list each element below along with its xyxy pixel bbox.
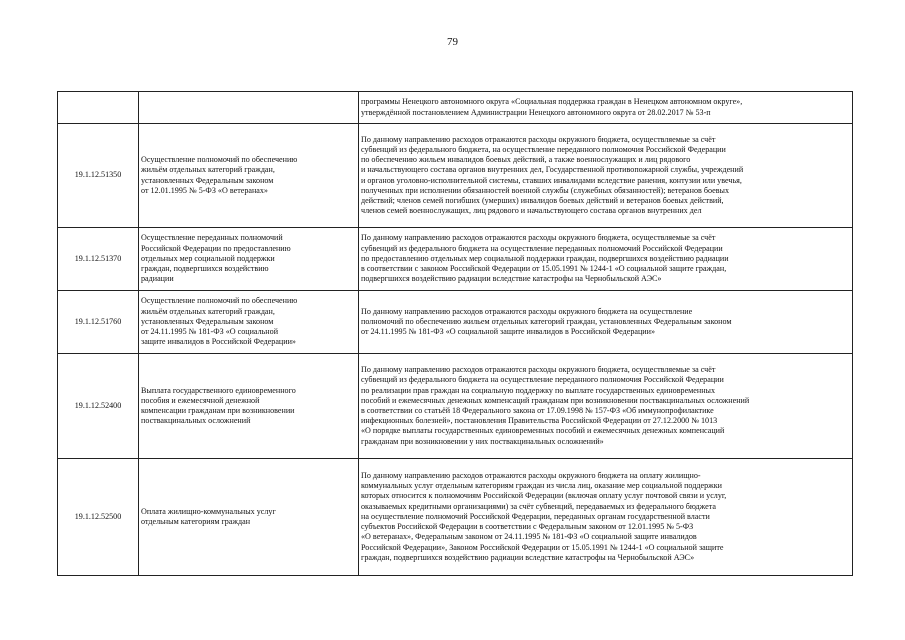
table-row [58, 459, 853, 576]
code-cell [58, 291, 139, 354]
code-cell [58, 459, 139, 576]
name-cell [139, 92, 359, 124]
description-cell [359, 459, 853, 576]
code-cell [58, 354, 139, 459]
name-line: защите инвалидов в Российской Федерации» [141, 337, 296, 347]
description-line: которых относится к полномочиям Российской Федерации (включая оплату услуг почтовой связи и услуг, [361, 491, 727, 501]
description-line: гражданам при возникновении у них поствакцинальных осложнений» [361, 436, 604, 446]
description-line: по обеспечению жильем инвалидов боевых действий, а также военнослужащих и лиц рядового [361, 155, 691, 165]
description-line: По данному направлению расходов отражаются расходы окружного бюджета, осуществляемые за счёт [361, 134, 716, 144]
name-line: Осуществление полномочий по обеспечению [141, 296, 298, 306]
code-cell [58, 228, 139, 291]
name-line: компенсации гражданам при возникновении [141, 406, 295, 415]
description-line: «О порядке выплаты государственных единовременных пособий и ежемесячных денежных компенсаций [361, 426, 725, 436]
description-line: подвергшихся воздействию радиации вследствие катастрофы на Чернобыльской АЭС» [361, 274, 662, 284]
description-line: субвенций из федерального бюджета на осуществление переданных полномочий Российской Федерации [361, 243, 723, 253]
code-text: 19.1.12.52400 [74, 400, 122, 410]
name-line: отдельных мер социальной поддержки [141, 253, 275, 263]
code-text: 19.1.12.52500 [74, 511, 122, 521]
description-line: по предоставлению отдельных мер социальной поддержки граждан, подвергшихся воздействию радиации [361, 253, 729, 263]
name-line: Российской Федерации по предоставлению [141, 243, 291, 253]
description-line: по реализации прав граждан на социальную поддержку по выплате государственных единовременных [361, 385, 716, 395]
description-line: субвенций из федерального бюджета на осуществление переданного полномочия Российской Федерации [361, 375, 724, 385]
name-line: установленных Федеральным законом [141, 175, 274, 185]
name-line: поствакцинальных осложнений [141, 416, 251, 426]
description-line: пособий и ежемесячных денежных компенсаций гражданам при возникновении поствакцинальных осложнений [361, 395, 750, 405]
code-text: 19.1.12.51350 [74, 170, 122, 180]
description-line: и начальствующего состава органов внутренних дел, Государственной противопожарной службы, учреждений [361, 165, 744, 175]
description-line: По данному направлению расходов отражаются расходы окружного бюджета, осуществляемые за счёт [361, 365, 716, 375]
description-line: и органов уголовно-исполнительной системы, ставших инвалидами вследствие ранения, контузии или увечья, [361, 175, 742, 185]
description-cell [359, 354, 853, 459]
code-text: 19.1.12.51370 [74, 253, 122, 263]
table-row [58, 228, 853, 291]
description-line: в соответствии со статьёй 18 Федерального закона от 17.09.1998 № 157-ФЗ «Об иммунопрофилактике [361, 406, 714, 415]
description-cell [359, 124, 853, 228]
description-line: граждан, подвергшихся воздействию радиации вследствие катастрофы на Чернобыльской АЭС» [361, 552, 695, 562]
description-line: членов семей военнослужащих, лиц рядового и начальствующего состава органов внутренних дел [361, 206, 702, 216]
description-line: программы Ненецкого автономного округа «Социальная поддержка граждан в Ненецком автономном округе», [361, 97, 743, 107]
description-cell [359, 92, 853, 124]
code-cell [58, 92, 139, 124]
description-line: утверждённой постановлением Администрации Ненецкого автономного округа от 28.02.2017 № 53-п [361, 107, 711, 117]
name-cell [139, 291, 359, 354]
description-line: «О ветеранах», Федеральным законом от 24.11.1995 № 181-ФЗ «О социальной защите инвалидов [361, 532, 697, 542]
description-line: в соответствии с законом Российской Федерации от 15.05.1991 № 1244-1 «О социальной защите граждан, [361, 264, 727, 274]
name-line: Оплата жилищно-коммунальных услуг [141, 506, 276, 516]
table-row [58, 124, 853, 228]
page-number: 79 [447, 36, 458, 48]
name-line: жильём отдельных категорий граждан, [141, 165, 275, 175]
description-line: инфекционных болезней», постановления Правительства Российской Федерации от 27.12.2000 № 1013 [361, 416, 718, 426]
name-line: Осуществление полномочий по обеспечению [141, 155, 298, 165]
description-line: от 24.11.1995 № 181-ФЗ «О социальной защите инвалидов в Российской Федерации» [361, 327, 655, 337]
code-cell [58, 124, 139, 228]
name-line: установленных Федеральным законом [141, 316, 274, 326]
description-line: полученных при исполнении обязанностей военной службы (служебных обязанностей); ветеранов боевых [361, 185, 730, 195]
name-cell [139, 124, 359, 228]
table-row [58, 354, 853, 459]
name-line: от 12.01.1995 № 5-ФЗ «О ветеранах» [141, 185, 268, 195]
description-cell [359, 291, 853, 354]
name-line: пособия и ежемесячной денежной [141, 395, 260, 405]
table-row [58, 92, 853, 124]
description-line: По данному направлению расходов отражаются расходы окружного бюджета, осуществляемые за счёт [361, 233, 716, 243]
description-line: оказываемых кредитными организациями) за счёт субвенций, передаваемых из федерального бюджета [361, 501, 716, 511]
description-line: полномочий по обеспечению жильем отдельных категорий граждан, установленных Федеральным законом [361, 316, 732, 326]
name-line: Осуществление переданных полномочий [141, 233, 283, 243]
name-line: Выплата государственного единовременного [141, 385, 296, 395]
description-line: По данному направлению расходов отражаются расходы окружного бюджета на осуществление [361, 306, 693, 316]
code-text: 19.1.12.51760 [74, 316, 122, 326]
name-line: от 24.11.1995 № 181-ФЗ «О социальной [141, 327, 279, 337]
description-line: коммунальных услуг отдельным категориям граждан из числа лиц, оказание мер социальной поддержки [361, 481, 722, 491]
name-line: жильём отдельных категорий граждан, [141, 306, 275, 316]
description-line: на осуществление полномочий Российской Федерации, переданных органам государственной власти [361, 511, 710, 521]
description-line: субвенций из федерального бюджета, на осуществление переданного полномочия Российской Федерации [361, 144, 726, 154]
name-cell [139, 354, 359, 459]
name-cell [139, 459, 359, 576]
budget-expenditure-table [57, 91, 853, 576]
description-cell [359, 228, 853, 291]
description-line: действий; членов семей погибших (умерших) инвалидов боевых действий и ветеранов боевых действий, [361, 195, 724, 205]
name-line: граждан, подвергшихся воздействию [141, 264, 269, 274]
description-line: субъектов Российской Федерации в соответствии с Федеральным законом от 12.01.1995 № 5-ФЗ [361, 522, 694, 532]
name-cell [139, 228, 359, 291]
table-row [58, 291, 853, 354]
description-line: Российской Федерации», Законом Российской Федерации от 15.05.1991 № 1244-1 «О социальной защите [361, 542, 724, 552]
name-line: радиации [141, 274, 174, 284]
name-line: отдельным категориям граждан [141, 517, 251, 526]
description-line: По данному направлению расходов отражаются расходы окружного бюджета на оплату жилищно- [361, 471, 701, 481]
